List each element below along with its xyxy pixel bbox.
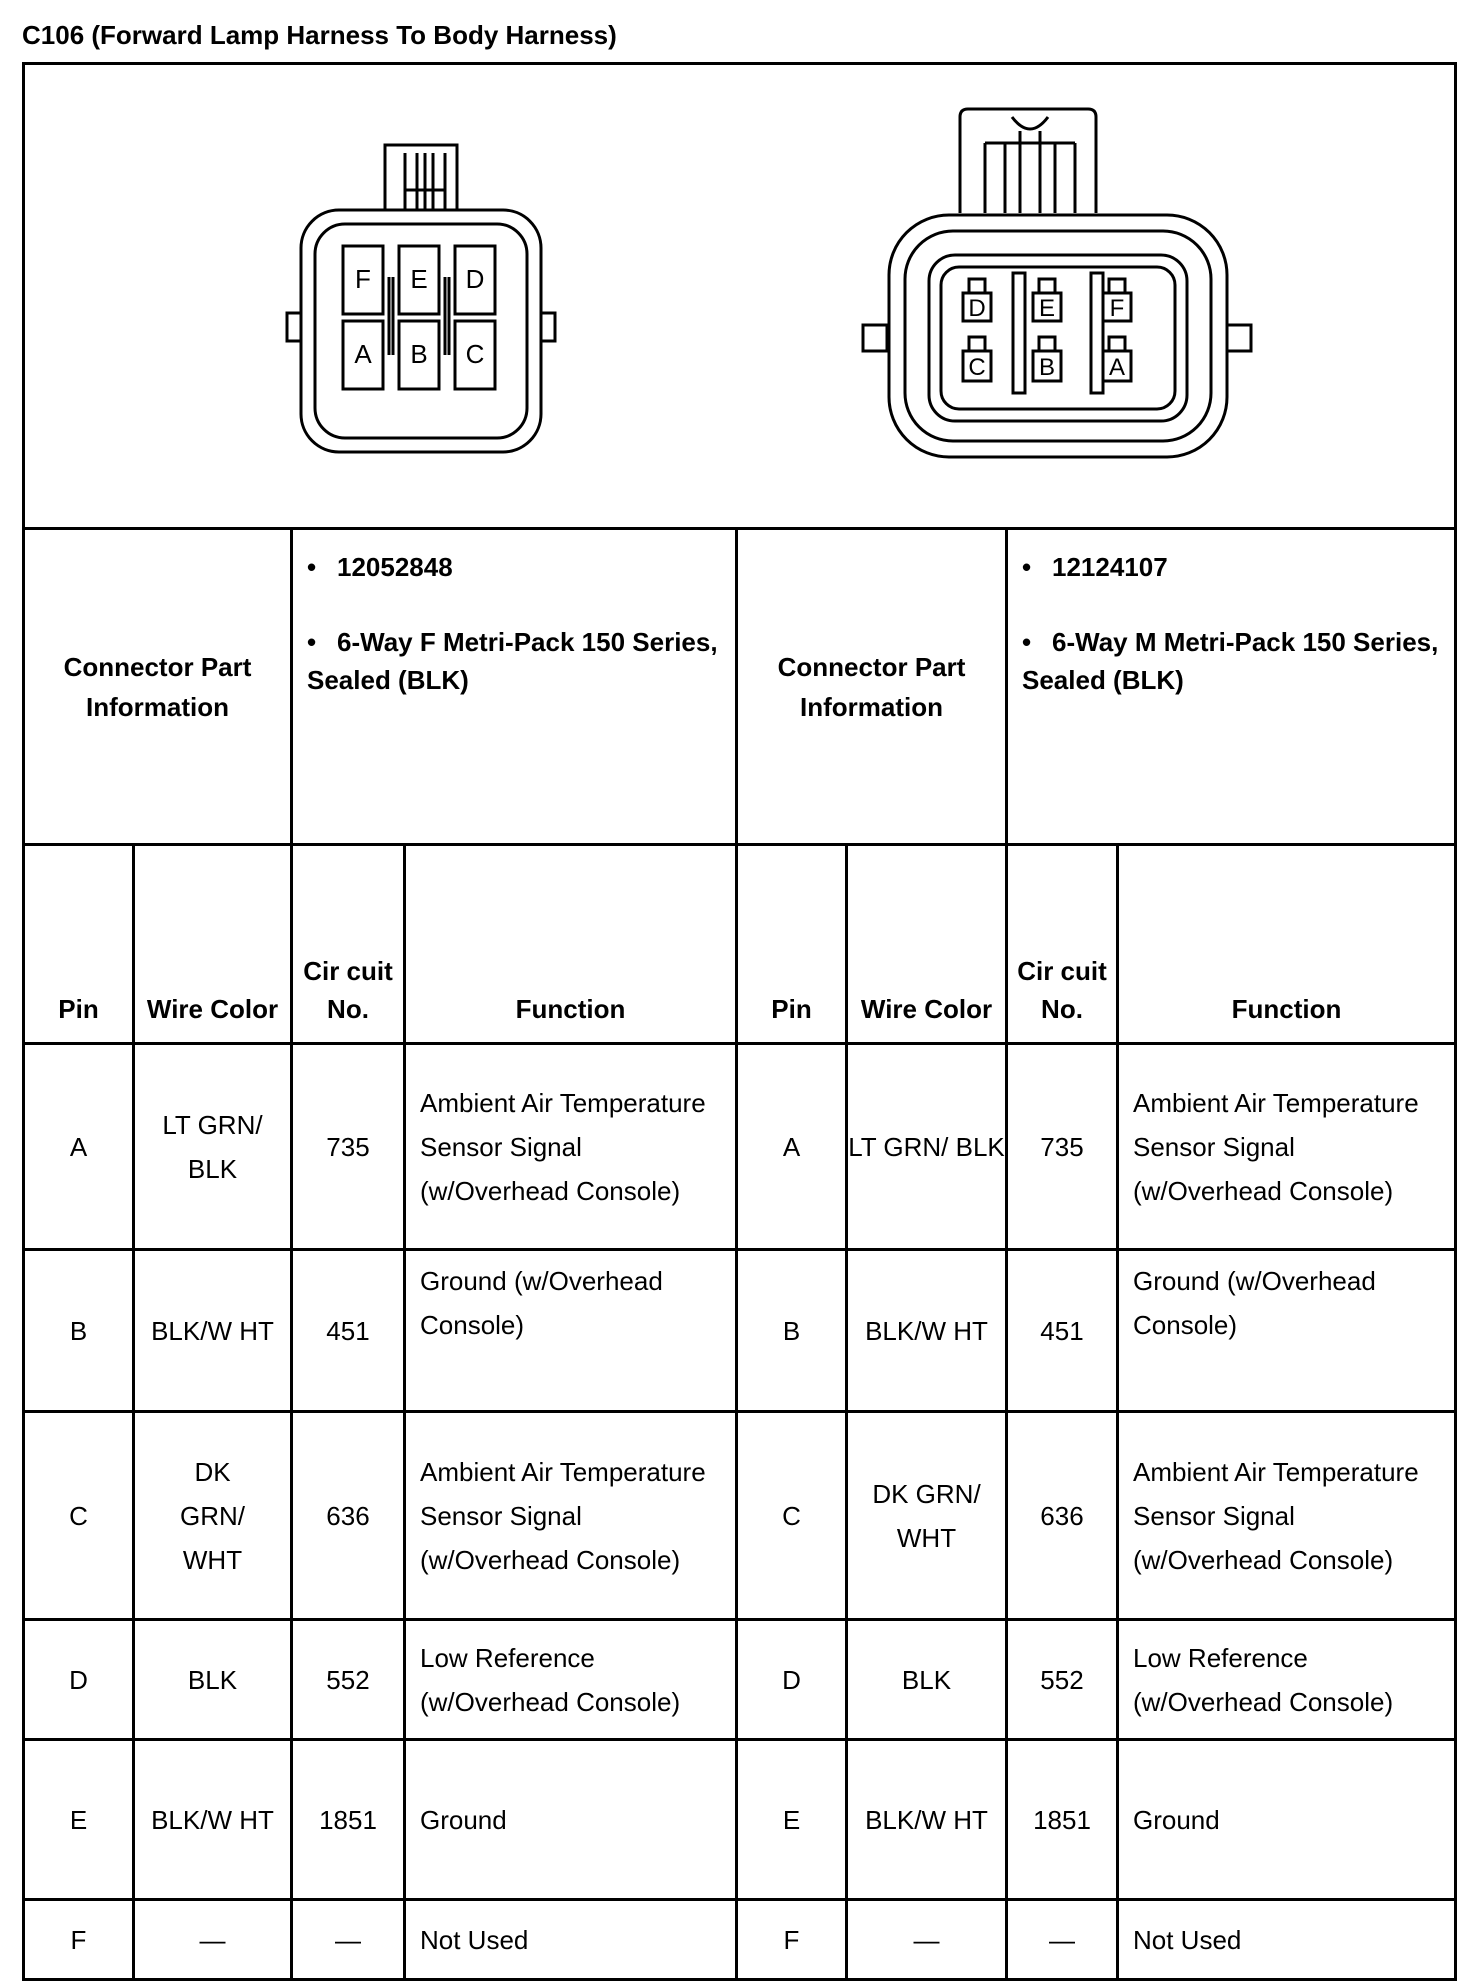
circuit-cell: 735: [1007, 1044, 1118, 1250]
wire-color-cell: DK GRN/ WHT: [847, 1412, 1007, 1620]
table-row: [24, 1044, 1456, 1250]
pin-label: C: [465, 339, 485, 369]
pin-label: D: [465, 264, 485, 294]
pin-cell: E: [737, 1740, 847, 1900]
wire-color-cell: —: [134, 1900, 292, 1980]
table-row: [24, 1250, 1456, 1412]
function-cell: Ambient Air Temperature Sensor Signal (w/Overhead Console): [1118, 1412, 1456, 1620]
connector-info-label-right: Connector Part Information: [737, 529, 1007, 845]
wire-color-cell: BLK/W HT: [847, 1250, 1007, 1412]
wire-color-cell: —: [847, 1900, 1007, 1980]
header-function: Function: [405, 845, 737, 1044]
circuit-cell: 451: [1007, 1250, 1118, 1412]
pin-label: C: [968, 354, 986, 381]
circuit-cell: 1851: [1007, 1740, 1118, 1900]
pin-cell: D: [24, 1620, 134, 1740]
function-cell: Ambient Air Temperature Sensor Signal (w/Overhead Console): [405, 1412, 737, 1620]
table-row: [24, 1740, 1456, 1900]
table-row: [24, 1412, 1456, 1620]
circuit-cell: 735: [292, 1044, 405, 1250]
pin-label: A: [1108, 354, 1126, 381]
function-cell: Ambient Air Temperature Sensor Signal (w/Overhead Console): [1118, 1044, 1456, 1250]
connector-description: 6-Way M Metri-Pack 150 Series, Sealed (BLK): [1022, 627, 1439, 695]
circuit-cell: —: [1007, 1900, 1118, 1980]
page-title: C106 (Forward Lamp Harness To Body Harness): [22, 20, 617, 50]
circuit-cell: 552: [1007, 1620, 1118, 1740]
part-number: 12052848: [337, 552, 453, 582]
wire-color-cell: LT GRN/ BLK: [134, 1044, 292, 1250]
function-cell: Not Used: [1118, 1900, 1456, 1980]
connector-table: [22, 62, 1457, 1981]
pin-cell: A: [24, 1044, 134, 1250]
pin-cell: C: [737, 1412, 847, 1620]
pin-label: D: [968, 295, 986, 322]
header-wire-color: Wire Color: [847, 845, 1007, 1044]
function-cell: Ground (w/Overhead Console): [405, 1250, 737, 1412]
pin-label: A: [354, 339, 372, 369]
wire-color-cell: BLK/W HT: [134, 1250, 292, 1412]
circuit-cell: 1851: [292, 1740, 405, 1900]
pin-cell: C: [24, 1412, 134, 1620]
wire-color-cell: BLK/W HT: [134, 1740, 292, 1900]
function-cell: Ground: [405, 1740, 737, 1900]
pin-label: B: [410, 339, 428, 369]
pin-cell: A: [737, 1044, 847, 1250]
pin-cell: B: [24, 1250, 134, 1412]
pin-cell: E: [24, 1740, 134, 1900]
pin-cell: F: [737, 1900, 847, 1980]
connector-info-right: • 12124107 • 6-Way M Metri-Pack 150 Series, Sealed (BLK): [1007, 529, 1456, 845]
header-pin: Pin: [24, 845, 134, 1044]
connector-info-label-left: Connector Part Information: [24, 529, 292, 845]
wire-color-cell: BLK: [134, 1620, 292, 1740]
male-connector-diagram: [863, 109, 1251, 457]
header-function: Function: [1118, 845, 1456, 1044]
wire-color-cell: BLK/W HT: [847, 1740, 1007, 1900]
table-row: [24, 1620, 1456, 1740]
function-cell: Ambient Air Temperature Sensor Signal (w/Overhead Console): [405, 1044, 737, 1250]
pin-label: F: [1109, 295, 1125, 322]
function-cell: Low Reference (w/Overhead Console): [1118, 1620, 1456, 1740]
part-number: 12124107: [1052, 552, 1168, 582]
header-circuit: Cir cuit No.: [292, 845, 405, 1044]
circuit-cell: 552: [292, 1620, 405, 1740]
circuit-cell: 636: [1007, 1412, 1118, 1620]
header-circuit: Cir cuit No.: [1007, 845, 1118, 1044]
pin-label: B: [1038, 354, 1056, 381]
function-cell: Not Used: [405, 1900, 737, 1980]
pin-cell: B: [737, 1250, 847, 1412]
wire-color-cell: BLK: [847, 1620, 1007, 1740]
connector-description: 6-Way F Metri-Pack 150 Series, Sealed (BLK): [307, 627, 718, 695]
table-row: [24, 1900, 1456, 1980]
header-pin: Pin: [737, 845, 847, 1044]
pin-label: F: [355, 264, 371, 294]
connector-diagram-cell: [24, 64, 1456, 529]
connector-info-left: • 12052848 • 6-Way F Metri-Pack 150 Series, Sealed (BLK): [292, 529, 737, 845]
female-connector-diagram: [287, 145, 555, 452]
circuit-cell: 451: [292, 1250, 405, 1412]
wire-color-cell: DK GRN/ WHT: [134, 1412, 292, 1620]
header-wire-color: Wire Color: [134, 845, 292, 1044]
pin-cell: D: [737, 1620, 847, 1740]
function-cell: Ground: [1118, 1740, 1456, 1900]
pin-cell: F: [24, 1900, 134, 1980]
circuit-cell: 636: [292, 1412, 405, 1620]
column-header-row: [24, 845, 1456, 1044]
function-cell: Ground (w/Overhead Console): [1118, 1250, 1456, 1412]
wire-color-cell: LT GRN/ BLK: [847, 1044, 1007, 1250]
pin-label: E: [1038, 295, 1056, 322]
circuit-cell: —: [292, 1900, 405, 1980]
function-cell: Low Reference (w/Overhead Console): [405, 1620, 737, 1740]
connector-diagrams: [25, 65, 1457, 527]
pin-label: E: [410, 264, 428, 294]
